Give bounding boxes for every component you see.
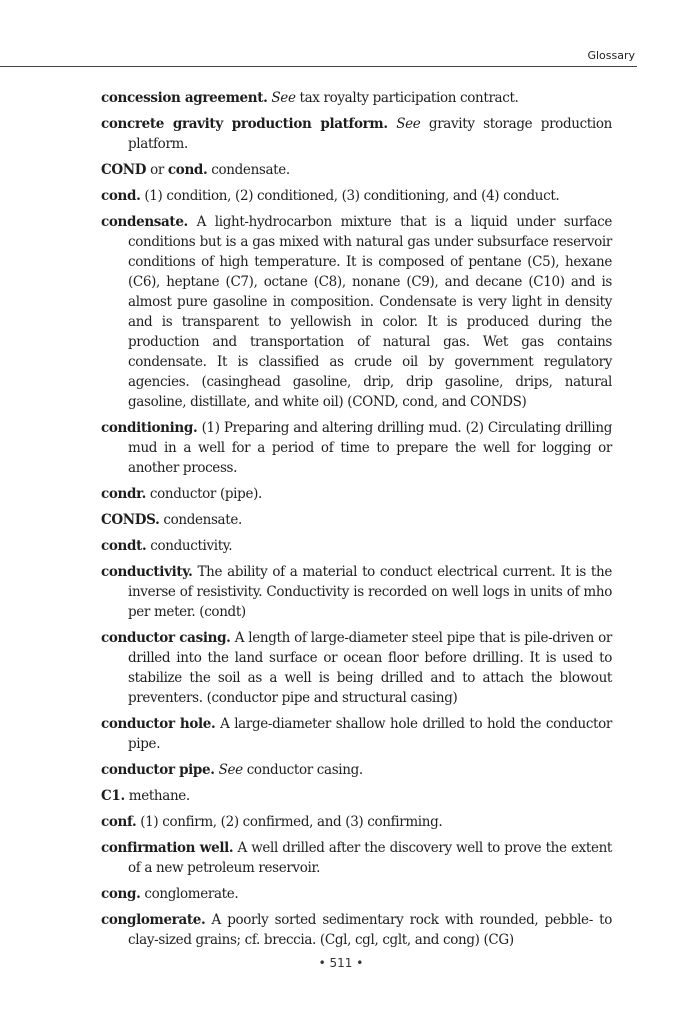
glossary-entry — [101, 786, 612, 806]
entry-term: cong. — [101, 886, 141, 902]
glossary-entry — [101, 186, 612, 206]
entry-definition: tax royalty participation contract. — [295, 90, 519, 106]
entry-definition: (1) confirm, (2) confirmed, and (3) confirming. — [136, 814, 443, 830]
glossary-entry — [101, 562, 612, 622]
entry-term: conditioning. — [101, 420, 198, 436]
entry-term-alt: cond. — [167, 162, 208, 178]
entry-definition: (1) Preparing and altering drilling mud. (2) Circulating drilling mud in a well for a period of time to prepare the well for logging or another process. — [128, 420, 612, 476]
glossary-entry — [101, 88, 612, 108]
entry-term: conductivity. — [101, 564, 193, 580]
entry-term: C1. — [101, 788, 125, 804]
entry-definition: A length of large-diameter steel pipe that is pile-driven or drilled into the land surface or ocean floor before drilling. It is used to stabilize the soil as a well is being drilled and to attach the blowout preventers. (conductor pipe and structural casing) — [128, 630, 612, 706]
entry-definition: gravity storage production platform. — [128, 116, 612, 152]
glossary-entries — [101, 88, 612, 956]
see-reference: See — [271, 90, 296, 106]
entry-term: COND — [101, 162, 147, 178]
glossary-entry — [101, 484, 612, 504]
entry-definition: A poorly sorted sedimentary rock with rounded, pebble- to clay-sized grains; cf. breccia. (Cgl, cgl, cglt, and cong) (CG) — [128, 912, 612, 948]
entry-term: condr. — [101, 486, 146, 502]
entry-definition: conglomerate. — [140, 886, 239, 902]
entry-definition: A well drilled after the discovery well to prove the extent of a new petroleum reservoir. — [128, 840, 612, 876]
glossary-entry — [101, 536, 612, 556]
entry-term: condt. — [101, 538, 147, 554]
entry-term: CONDS. — [101, 512, 160, 528]
see-reference: See — [396, 116, 421, 132]
glossary-entry — [101, 714, 612, 754]
header-rule — [0, 66, 637, 67]
running-head: Glossary — [587, 49, 635, 62]
entry-term: concrete gravity production platform. — [101, 116, 388, 132]
glossary-entry — [101, 212, 612, 412]
entry-term: conf. — [101, 814, 137, 830]
glossary-entry — [101, 838, 612, 878]
entry-definition: methane. — [124, 788, 190, 804]
entry-term: confirmation well. — [101, 840, 234, 856]
entry-definition: condensate. — [207, 162, 290, 178]
entry-term: conductor pipe. — [101, 762, 215, 778]
see-reference: See — [218, 762, 243, 778]
entry-definition: A large-diameter shallow hole drilled to hold the conductor pipe. — [128, 716, 612, 752]
entry-definition: (1) condition, (2) conditioned, (3) conditioning, and (4) conduct. — [140, 188, 560, 204]
entry-term: conductor casing. — [101, 630, 231, 646]
glossary-entry — [101, 114, 612, 154]
entry-connector: or — [146, 162, 168, 178]
entry-definition: A light-hydrocarbon mixture that is a liquid under surface conditions but is a gas mixed with natural gas under subsurface reservoir conditions of high temperature. It is composed of pentane (C5), hexane (C6), heptane (C7), octane (C8), nonane (C9), and decane (C10) and is almost pure gasoline in composition. Condensate is very light in density and is transparent to yellowish in color. It is produced during the production and transportation of natural gas. Wet gas contains condensate. It is classified as crude oil by government regulatory agencies. (casinghead gasoline, drip, drip gasoline, drips, natural gasoline, distillate, and white oil) (COND, cond, and CONDS) — [128, 214, 612, 410]
entry-definition: conductor (pipe). — [145, 486, 262, 502]
entry-definition: condensate. — [159, 512, 242, 528]
glossary-entry — [101, 418, 612, 478]
entry-term: conductor hole. — [101, 716, 216, 732]
entry-definition: conductor casing. — [242, 762, 363, 778]
entry-term: conglomerate. — [101, 912, 206, 928]
glossary-entry — [101, 160, 612, 180]
entry-term: concession agreement. — [101, 90, 268, 106]
page-number: • 511 • — [318, 956, 364, 970]
entry-definition: The ability of a material to conduct electrical current. It is the inverse of resistivity. Conductivity is recorded on well logs in units of mho per meter. (condt) — [128, 564, 612, 620]
glossary-entry — [101, 510, 612, 530]
entry-term: condensate. — [101, 214, 188, 230]
glossary-entry — [101, 812, 612, 832]
entry-definition: conductivity. — [146, 538, 233, 554]
glossary-entry — [101, 760, 612, 780]
glossary-entry — [101, 884, 612, 904]
glossary-entry — [101, 910, 612, 950]
entry-term: cond. — [101, 188, 141, 204]
glossary-entry — [101, 628, 612, 708]
